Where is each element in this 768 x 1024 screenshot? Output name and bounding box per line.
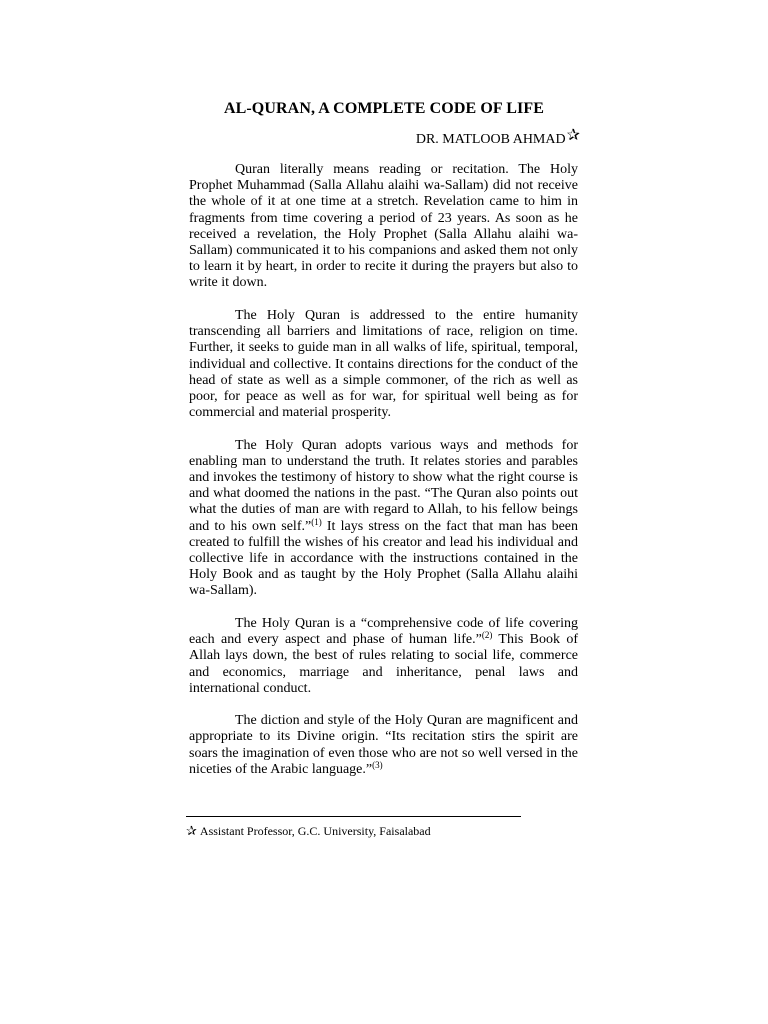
footnote-text: Assistant Professor, G.C. University, Faisalabad (199, 824, 431, 838)
paragraph-3-text-a: The Holy Quran adopts various ways and methods for enabling man to understand the truth. It relates stories and parables and invokes the testimony of history to show what the right course is and what doomed the nations in the past. “The Quran also points out what the duties of man are with regard to Allah, to his fellow beings and to his own self.” (189, 437, 578, 534)
paragraph-2: The Holy Quran is addressed to the entire humanity transcending all barriers and limitations of race, religion on time. Further, it seeks to guide man in all walks of life, spiritual, temporal, individual and collective. It contains directions for the conduct of the head of state as well as a simple commoner, of the rich as well as poor, for peace as well as for war, for spiritual well being as for commercial and material prosperity. (189, 307, 578, 421)
paragraph-5 (189, 713, 578, 778)
paragraph-5-text-a: The diction and style of the Holy Quran are magnificent and appropriate to its Divine origin. “Its recitation stirs the spirit are soars the imagination of even those who are not so well versed in the niceties of the Arabic language.” (189, 713, 578, 777)
footnote-star-icon: ✰ (566, 127, 580, 144)
reference-1: (1) (311, 516, 322, 527)
paragraph-4 (189, 616, 578, 697)
footnote-divider (186, 816, 521, 817)
author-name: DR. MATLOOB AHMAD (415, 132, 566, 147)
reference-2: (2) (481, 630, 493, 641)
paragraph-3-text-b: It lays stress on the fact that man has been created to fulfill the wishes of his creator and lead his individual and collective life in accordance with the instructions contained in the Holy Book and as taught by the Holy Prophet (Salla Allahu alaihi wa-Sallam). (189, 518, 578, 599)
paragraph-4-text-b: This Book of Allah lays down, the best of rules relating to social life, commerce and economics, marriage and inheritance, penal laws and international conduct. (189, 632, 578, 696)
article-body (189, 162, 578, 794)
footnote-star-icon: ✰ (186, 823, 197, 838)
article-title: AL-QURAN, A COMPLETE CODE OF LIFE (223, 100, 545, 117)
footnote (186, 823, 431, 839)
paragraph-1: Quran literally means reading or recitation. The Holy Prophet Muhammad (Salla Allahu alaihi wa-Sallam) did not receive the whole of it at one time at a stretch. Revelation came to him in fragments from time covering a period of 23 years. As soon as he received a revelation, the Holy Prophet (Salla Allahu alaihi wa-Sallam) communicated it to his companions and asked them not only to learn it by heart, in order to recite it during the prayers but also to write it down. (189, 162, 578, 291)
paragraph-3 (189, 438, 578, 600)
paragraph-4-text-a: The Holy Quran is a “comprehensive code of life covering each and every aspect and phase of human life.” (189, 615, 578, 648)
reference-3: (3) (372, 759, 383, 770)
author-line (416, 125, 580, 148)
